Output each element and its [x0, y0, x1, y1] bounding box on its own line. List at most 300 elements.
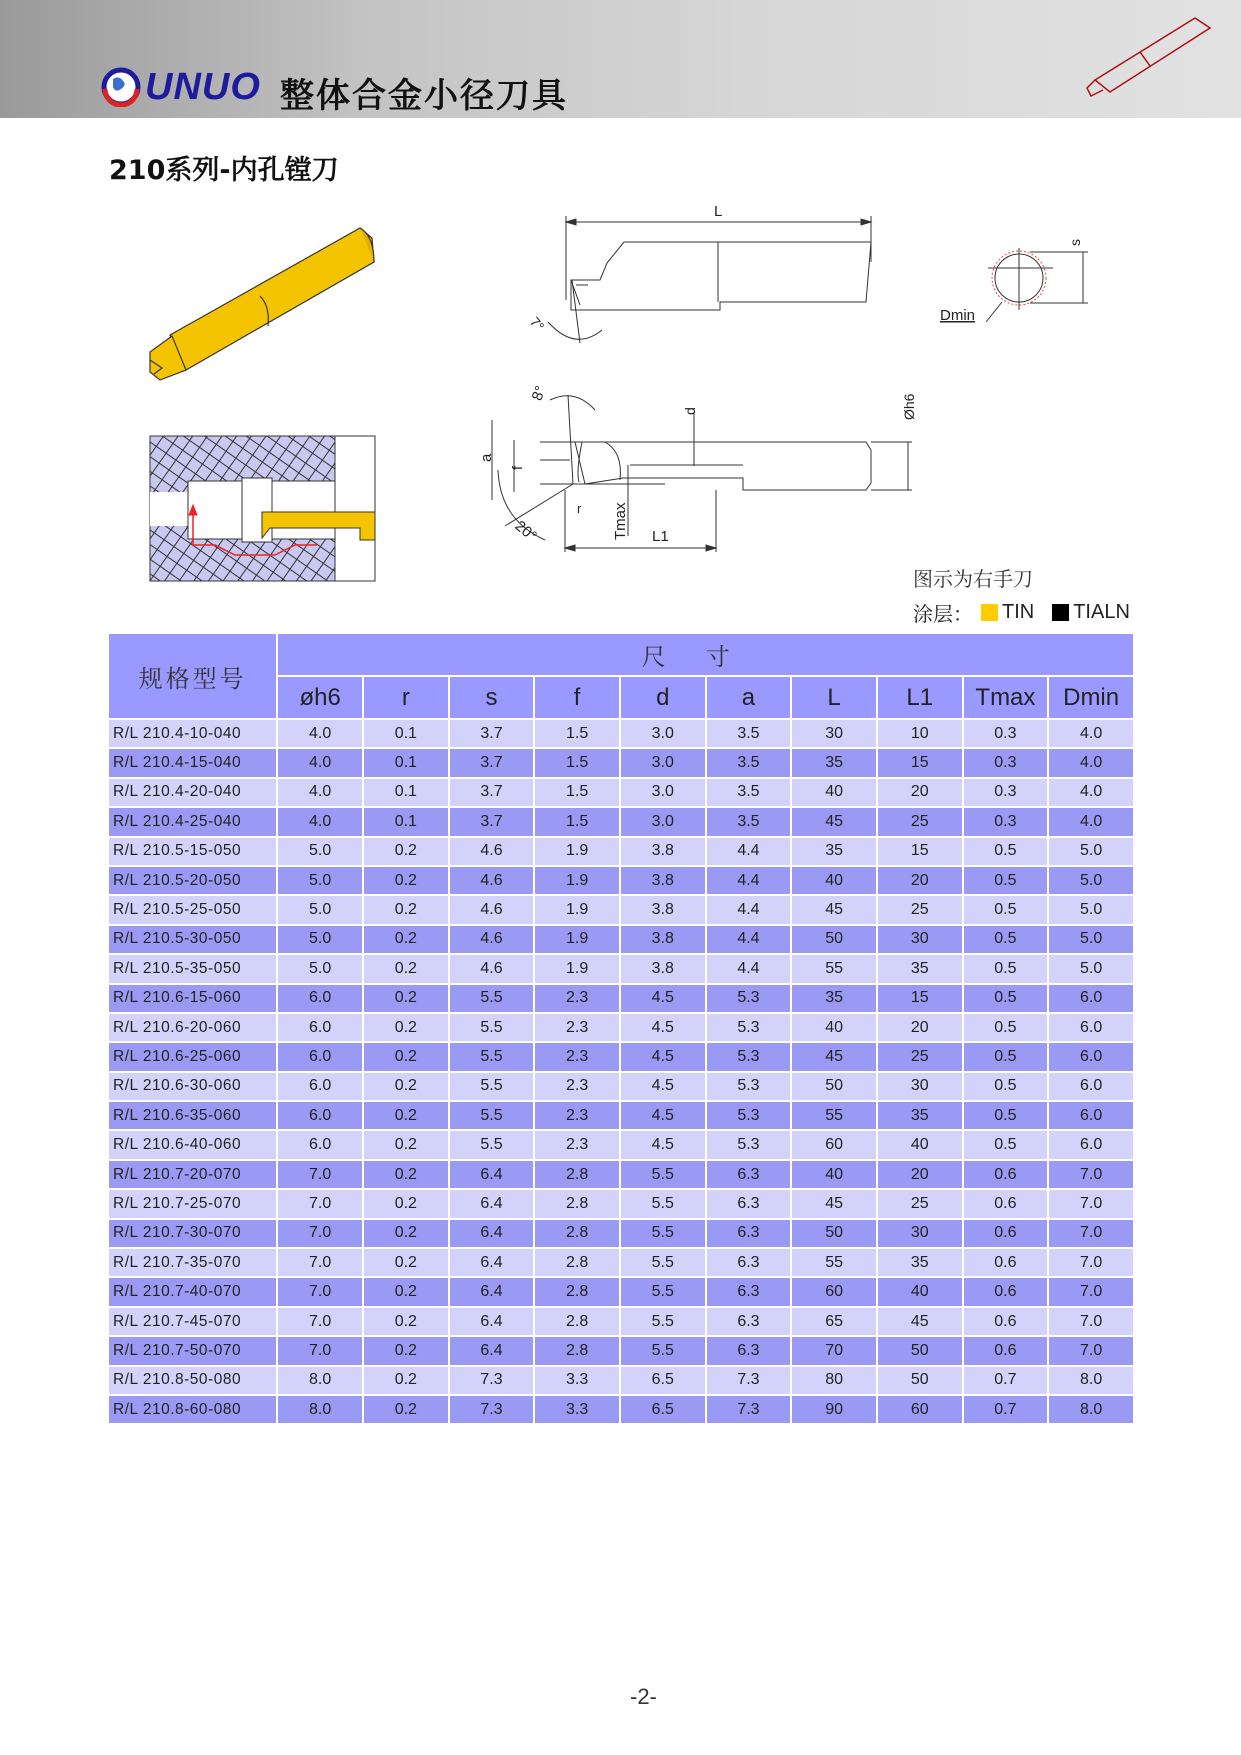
- value-cell: 15: [878, 749, 962, 776]
- value-cell: 6.0: [278, 1073, 362, 1100]
- value-cell: 4.4: [707, 955, 791, 982]
- value-cell: 50: [792, 926, 876, 953]
- value-cell: 3.8: [621, 867, 705, 894]
- value-cell: 0.2: [364, 1278, 448, 1305]
- value-cell: 2.3: [535, 1073, 619, 1100]
- value-cell: 3.5: [707, 779, 791, 806]
- table-row: [109, 1073, 1133, 1100]
- value-cell: 35: [878, 1102, 962, 1129]
- value-cell: 1.9: [535, 867, 619, 894]
- dim-L-label: L: [714, 203, 723, 220]
- value-cell: 3.7: [450, 720, 534, 747]
- model-cell: R/L 210.7-50-070: [109, 1337, 276, 1364]
- value-cell: 0.3: [964, 749, 1048, 776]
- table-row: [109, 1102, 1133, 1129]
- value-cell: 50: [878, 1367, 962, 1394]
- value-cell: 3.8: [621, 838, 705, 865]
- value-cell: 3.0: [621, 779, 705, 806]
- value-cell: 4.4: [707, 867, 791, 894]
- value-cell: 4.0: [1049, 749, 1133, 776]
- model-cell: R/L 210.6-40-060: [109, 1131, 276, 1158]
- value-cell: 0.2: [364, 1102, 448, 1129]
- column-header: L: [792, 677, 876, 718]
- table-row: [109, 1131, 1133, 1158]
- model-cell: R/L 210.5-35-050: [109, 955, 276, 982]
- value-cell: 4.5: [621, 985, 705, 1012]
- value-cell: 5.0: [278, 896, 362, 923]
- value-cell: 40: [878, 1131, 962, 1158]
- value-cell: 1.5: [535, 720, 619, 747]
- value-cell: 65: [792, 1308, 876, 1335]
- table-row: [109, 1308, 1133, 1335]
- value-cell: 0.5: [964, 1073, 1048, 1100]
- value-cell: 0.6: [964, 1220, 1048, 1247]
- table-row: [109, 720, 1133, 747]
- value-cell: 4.0: [278, 749, 362, 776]
- angle-8-label: 8°: [528, 383, 550, 403]
- value-cell: 45: [792, 896, 876, 923]
- value-cell: 5.5: [450, 1102, 534, 1129]
- column-header: Dmin: [1049, 677, 1133, 718]
- cross-section-illustration: [150, 436, 375, 581]
- value-cell: 4.5: [621, 1014, 705, 1041]
- value-cell: 0.5: [964, 1014, 1048, 1041]
- value-cell: 55: [792, 1249, 876, 1276]
- value-cell: 6.4: [450, 1337, 534, 1364]
- model-cell: R/L 210.7-30-070: [109, 1220, 276, 1247]
- value-cell: 4.6: [450, 838, 534, 865]
- table-row: [109, 779, 1133, 806]
- value-cell: 35: [792, 749, 876, 776]
- value-cell: 30: [878, 926, 962, 953]
- tool-end-view: [940, 239, 1088, 324]
- table-row: [109, 1014, 1133, 1041]
- value-cell: 6.3: [707, 1190, 791, 1217]
- value-cell: 2.8: [535, 1278, 619, 1305]
- value-cell: 5.5: [450, 1014, 534, 1041]
- value-cell: 55: [792, 1102, 876, 1129]
- value-cell: 5.5: [621, 1278, 705, 1305]
- value-cell: 1.9: [535, 926, 619, 953]
- coating-label: 涂层：: [913, 602, 973, 626]
- model-cell: R/L 210.4-25-040: [109, 808, 276, 835]
- value-cell: 5.3: [707, 1014, 791, 1041]
- value-cell: 0.7: [964, 1367, 1048, 1394]
- value-cell: 2.3: [535, 985, 619, 1012]
- dim-tmax-label: Tmax: [612, 502, 629, 540]
- value-cell: 1.9: [535, 838, 619, 865]
- value-cell: 6.4: [450, 1308, 534, 1335]
- value-cell: 7.0: [278, 1308, 362, 1335]
- value-cell: 10: [878, 720, 962, 747]
- table-row: [109, 1367, 1133, 1394]
- column-header: f: [535, 677, 619, 718]
- value-cell: 0.5: [964, 1131, 1048, 1158]
- value-cell: 7.0: [278, 1161, 362, 1188]
- value-cell: 70: [792, 1337, 876, 1364]
- value-cell: 0.2: [364, 985, 448, 1012]
- model-cell: R/L 210.8-60-080: [109, 1396, 276, 1423]
- value-cell: 2.3: [535, 1014, 619, 1041]
- value-cell: 3.7: [450, 808, 534, 835]
- value-cell: 0.2: [364, 1367, 448, 1394]
- value-cell: 0.2: [364, 1249, 448, 1276]
- brand-name: UNUO: [145, 65, 261, 108]
- value-cell: 0.1: [364, 808, 448, 835]
- value-cell: 80: [792, 1367, 876, 1394]
- tool-side-view-top: [527, 203, 871, 343]
- value-cell: 3.8: [621, 926, 705, 953]
- value-cell: 15: [878, 985, 962, 1012]
- value-cell: 40: [792, 779, 876, 806]
- dim-dmin-label: Dmin: [940, 307, 976, 324]
- value-cell: 3.5: [707, 808, 791, 835]
- value-cell: 5.3: [707, 1043, 791, 1070]
- value-cell: 1.5: [535, 749, 619, 776]
- value-cell: 6.4: [450, 1190, 534, 1217]
- value-cell: 5.5: [621, 1190, 705, 1217]
- table-row: [109, 1278, 1133, 1305]
- column-header: a: [707, 677, 791, 718]
- value-cell: 3.5: [707, 720, 791, 747]
- value-cell: 0.5: [964, 838, 1048, 865]
- dim-r-label: r: [577, 501, 582, 516]
- model-cell: R/L 210.5-25-050: [109, 896, 276, 923]
- value-cell: 35: [878, 1249, 962, 1276]
- value-cell: 0.6: [964, 1337, 1048, 1364]
- value-cell: 6.0: [1049, 1073, 1133, 1100]
- value-cell: 7.0: [278, 1220, 362, 1247]
- angle-20-label: 20°: [511, 517, 540, 546]
- tool-3d-illustration: [150, 228, 374, 380]
- dim-d-label: d: [682, 407, 698, 415]
- table-row: [109, 1249, 1133, 1276]
- value-cell: 0.1: [364, 749, 448, 776]
- value-cell: 40: [792, 867, 876, 894]
- value-cell: 4.4: [707, 896, 791, 923]
- value-cell: 5.0: [278, 955, 362, 982]
- value-cell: 6.3: [707, 1220, 791, 1247]
- value-cell: 7.3: [707, 1396, 791, 1423]
- model-header: 规格型号: [109, 634, 276, 718]
- value-cell: 7.3: [450, 1367, 534, 1394]
- value-cell: 4.0: [1049, 720, 1133, 747]
- value-cell: 0.6: [964, 1190, 1048, 1217]
- value-cell: 20: [878, 1014, 962, 1041]
- value-cell: 2.8: [535, 1190, 619, 1217]
- value-cell: 35: [792, 985, 876, 1012]
- model-cell: R/L 210.7-45-070: [109, 1308, 276, 1335]
- value-cell: 5.0: [278, 926, 362, 953]
- value-cell: 3.0: [621, 720, 705, 747]
- value-cell: 5.5: [450, 1043, 534, 1070]
- value-cell: 60: [878, 1396, 962, 1423]
- value-cell: 5.5: [621, 1220, 705, 1247]
- value-cell: 5.0: [278, 838, 362, 865]
- table-row: [109, 838, 1133, 865]
- value-cell: 0.2: [364, 1073, 448, 1100]
- value-cell: 35: [878, 955, 962, 982]
- model-cell: R/L 210.6-35-060: [109, 1102, 276, 1129]
- column-header: d: [621, 677, 705, 718]
- value-cell: 40: [792, 1014, 876, 1041]
- value-cell: 6.5: [621, 1367, 705, 1394]
- value-cell: 2.8: [535, 1220, 619, 1247]
- dim-oh6-label: Øh6: [901, 393, 917, 420]
- value-cell: 50: [792, 1073, 876, 1100]
- table-row: [109, 808, 1133, 835]
- value-cell: 5.5: [621, 1308, 705, 1335]
- value-cell: 6.3: [707, 1308, 791, 1335]
- value-cell: 35: [792, 838, 876, 865]
- value-cell: 5.0: [1049, 838, 1133, 865]
- tool-top-view-bottom: [478, 384, 917, 552]
- table-row: [109, 1396, 1133, 1423]
- value-cell: 60: [792, 1131, 876, 1158]
- model-cell: R/L 210.4-20-040: [109, 779, 276, 806]
- model-cell: R/L 210.4-10-040: [109, 720, 276, 747]
- right-hand-note: 图示为右手刀: [913, 567, 1033, 591]
- coating-tin: TIN: [1002, 601, 1035, 623]
- value-cell: 5.0: [1049, 955, 1133, 982]
- table-row: [109, 1337, 1133, 1364]
- value-cell: 3.8: [621, 955, 705, 982]
- section-title: 210系列-内孔镗刀: [109, 155, 339, 186]
- model-cell: R/L 210.6-15-060: [109, 985, 276, 1012]
- value-cell: 55: [792, 955, 876, 982]
- value-cell: 5.3: [707, 1073, 791, 1100]
- value-cell: 0.2: [364, 955, 448, 982]
- value-cell: 40: [792, 1161, 876, 1188]
- value-cell: 0.1: [364, 779, 448, 806]
- value-cell: 50: [792, 1220, 876, 1247]
- value-cell: 0.3: [964, 779, 1048, 806]
- value-cell: 50: [878, 1337, 962, 1364]
- value-cell: 5.3: [707, 1131, 791, 1158]
- value-cell: 0.2: [364, 1308, 448, 1335]
- table-row: [109, 896, 1133, 923]
- value-cell: 4.4: [707, 926, 791, 953]
- model-cell: R/L 210.8-50-080: [109, 1367, 276, 1394]
- value-cell: 6.0: [278, 1131, 362, 1158]
- spec-table: [107, 632, 1135, 1425]
- value-cell: 2.8: [535, 1337, 619, 1364]
- value-cell: 6.0: [1049, 1131, 1133, 1158]
- value-cell: 6.5: [621, 1396, 705, 1423]
- value-cell: 6.4: [450, 1249, 534, 1276]
- value-cell: 0.2: [364, 838, 448, 865]
- value-cell: 2.3: [535, 1131, 619, 1158]
- table-row: [109, 926, 1133, 953]
- value-cell: 8.0: [1049, 1396, 1133, 1423]
- model-cell: R/L 210.4-15-040: [109, 749, 276, 776]
- value-cell: 0.6: [964, 1249, 1048, 1276]
- value-cell: 2.3: [535, 1102, 619, 1129]
- value-cell: 0.2: [364, 1161, 448, 1188]
- value-cell: 5.5: [621, 1337, 705, 1364]
- value-cell: 0.2: [364, 1131, 448, 1158]
- value-cell: 6.3: [707, 1337, 791, 1364]
- value-cell: 7.3: [450, 1396, 534, 1423]
- value-cell: 7.0: [278, 1249, 362, 1276]
- dimensions-header: 尺寸: [278, 634, 1133, 675]
- value-cell: 5.5: [621, 1161, 705, 1188]
- value-cell: 90: [792, 1396, 876, 1423]
- value-cell: 4.0: [278, 808, 362, 835]
- value-cell: 3.3: [535, 1396, 619, 1423]
- value-cell: 5.0: [1049, 926, 1133, 953]
- model-cell: R/L 210.6-30-060: [109, 1073, 276, 1100]
- value-cell: 7.0: [278, 1337, 362, 1364]
- value-cell: 1.9: [535, 955, 619, 982]
- value-cell: 2.8: [535, 1308, 619, 1335]
- value-cell: 6.0: [278, 1014, 362, 1041]
- value-cell: 20: [878, 779, 962, 806]
- value-cell: 5.5: [621, 1249, 705, 1276]
- value-cell: 0.5: [964, 985, 1048, 1012]
- value-cell: 5.0: [1049, 896, 1133, 923]
- value-cell: 7.0: [1049, 1278, 1133, 1305]
- value-cell: 4.6: [450, 955, 534, 982]
- table-row: [109, 985, 1133, 1012]
- value-cell: 7.0: [1049, 1161, 1133, 1188]
- value-cell: 6.0: [1049, 985, 1133, 1012]
- table-row: [109, 1161, 1133, 1188]
- value-cell: 1.9: [535, 896, 619, 923]
- table-row: [109, 867, 1133, 894]
- value-cell: 0.1: [364, 720, 448, 747]
- value-cell: 3.7: [450, 779, 534, 806]
- value-cell: 6.0: [278, 985, 362, 1012]
- value-cell: 0.5: [964, 955, 1048, 982]
- tialn-swatch-icon: [1052, 604, 1069, 621]
- value-cell: 6.4: [450, 1278, 534, 1305]
- value-cell: 7.0: [278, 1278, 362, 1305]
- value-cell: 4.5: [621, 1043, 705, 1070]
- value-cell: 0.2: [364, 1043, 448, 1070]
- angle-7-label: 7°: [526, 313, 548, 335]
- table-row: [109, 955, 1133, 982]
- value-cell: 45: [792, 1043, 876, 1070]
- model-cell: R/L 210.5-15-050: [109, 838, 276, 865]
- value-cell: 4.4: [707, 838, 791, 865]
- value-cell: 7.0: [1049, 1249, 1133, 1276]
- value-cell: 45: [792, 1190, 876, 1217]
- column-header: s: [450, 677, 534, 718]
- model-cell: R/L 210.7-20-070: [109, 1161, 276, 1188]
- value-cell: 0.5: [964, 1043, 1048, 1070]
- value-cell: 0.2: [364, 1396, 448, 1423]
- value-cell: 7.0: [1049, 1220, 1133, 1247]
- value-cell: 0.2: [364, 1190, 448, 1217]
- value-cell: 0.5: [964, 1102, 1048, 1129]
- value-cell: 5.0: [278, 867, 362, 894]
- model-cell: R/L 210.5-20-050: [109, 867, 276, 894]
- value-cell: 7.3: [707, 1367, 791, 1394]
- value-cell: 6.4: [450, 1220, 534, 1247]
- model-cell: R/L 210.7-25-070: [109, 1190, 276, 1217]
- tin-swatch-icon: [981, 604, 998, 621]
- model-cell: R/L 210.6-20-060: [109, 1014, 276, 1041]
- value-cell: 4.0: [278, 720, 362, 747]
- value-cell: 60: [792, 1278, 876, 1305]
- value-cell: 0.3: [964, 720, 1048, 747]
- value-cell: 4.0: [1049, 808, 1133, 835]
- column-header: L1: [878, 677, 962, 718]
- value-cell: 6.3: [707, 1249, 791, 1276]
- value-cell: 4.6: [450, 867, 534, 894]
- value-cell: 0.2: [364, 1337, 448, 1364]
- value-cell: 1.5: [535, 808, 619, 835]
- column-header: r: [364, 677, 448, 718]
- value-cell: 45: [878, 1308, 962, 1335]
- table-row: [109, 1190, 1133, 1217]
- value-cell: 3.0: [621, 808, 705, 835]
- value-cell: 15: [878, 838, 962, 865]
- dim-L1-label: L1: [652, 528, 669, 545]
- value-cell: 0.6: [964, 1161, 1048, 1188]
- value-cell: 4.5: [621, 1102, 705, 1129]
- value-cell: 6.0: [278, 1102, 362, 1129]
- value-cell: 25: [878, 1043, 962, 1070]
- value-cell: 3.5: [707, 749, 791, 776]
- value-cell: 4.0: [278, 779, 362, 806]
- dim-f-label: f: [509, 466, 525, 470]
- value-cell: 3.7: [450, 749, 534, 776]
- value-cell: 0.5: [964, 867, 1048, 894]
- table-row: [109, 749, 1133, 776]
- value-cell: 6.0: [1049, 1014, 1133, 1041]
- value-cell: 4.6: [450, 926, 534, 953]
- value-cell: 0.5: [964, 896, 1048, 923]
- value-cell: 6.0: [1049, 1043, 1133, 1070]
- value-cell: 4.5: [621, 1131, 705, 1158]
- dim-a-label: a: [478, 453, 495, 462]
- value-cell: 4.6: [450, 896, 534, 923]
- value-cell: 25: [878, 808, 962, 835]
- value-cell: 5.3: [707, 1102, 791, 1129]
- value-cell: 0.2: [364, 926, 448, 953]
- coating-legend: [913, 598, 1130, 627]
- coating-tialn: TIALN: [1073, 601, 1130, 623]
- value-cell: 6.0: [278, 1043, 362, 1070]
- value-cell: 8.0: [278, 1367, 362, 1394]
- value-cell: 7.0: [1049, 1337, 1133, 1364]
- value-cell: 25: [878, 896, 962, 923]
- value-cell: 30: [878, 1073, 962, 1100]
- value-cell: 7.0: [1049, 1308, 1133, 1335]
- value-cell: 5.5: [450, 1131, 534, 1158]
- value-cell: 6.4: [450, 1161, 534, 1188]
- value-cell: 0.7: [964, 1396, 1048, 1423]
- model-cell: R/L 210.7-40-070: [109, 1278, 276, 1305]
- value-cell: 40: [878, 1278, 962, 1305]
- value-cell: 0.2: [364, 867, 448, 894]
- value-cell: 3.3: [535, 1367, 619, 1394]
- value-cell: 0.3: [964, 808, 1048, 835]
- value-cell: 4.0: [1049, 779, 1133, 806]
- value-cell: 6.3: [707, 1161, 791, 1188]
- value-cell: 0.6: [964, 1278, 1048, 1305]
- value-cell: 8.0: [1049, 1367, 1133, 1394]
- value-cell: 5.3: [707, 985, 791, 1012]
- value-cell: 2.8: [535, 1161, 619, 1188]
- value-cell: 30: [792, 720, 876, 747]
- value-cell: 2.8: [535, 1249, 619, 1276]
- model-cell: R/L 210.7-35-070: [109, 1249, 276, 1276]
- value-cell: 6.0: [1049, 1102, 1133, 1129]
- value-cell: 5.5: [450, 1073, 534, 1100]
